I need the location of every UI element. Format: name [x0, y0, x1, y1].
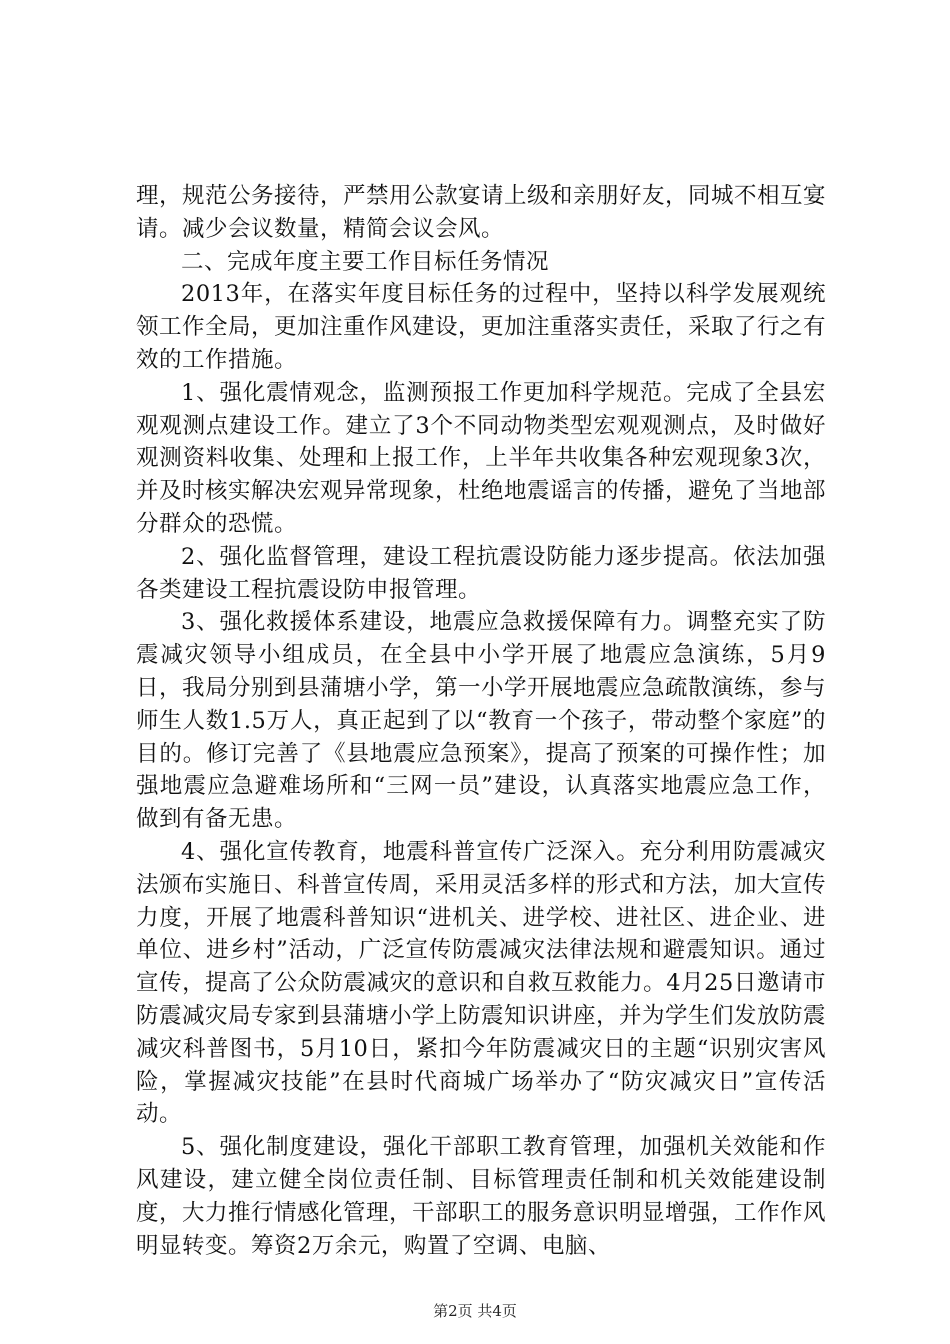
page-footer: 第2页 共4页	[433, 1302, 517, 1320]
document-body	[136, 180, 826, 1262]
body-paragraph: 2、强化监督管理，建设工程抗震设防能力逐步提高。依法加强各类建设工程抗震设防申报管理。	[136, 543, 826, 603]
body-paragraph: 2013年，在落实年度目标任务的过程中，坚持以科学发展观统领工作全局，更加注重作风建设，更加注重落实责任，采取了行之有效的工作措施。	[136, 281, 827, 373]
body-paragraph: 3、强化救援体系建设，地震应急救援保障有力。调整充实了防震减灾领导小组成员，在全县中小学开展了地震应急演练，5月9日，我局分别到县蒲塘小学，第一小学开展地震应急疏散演练，参与师生人数1.5万人，真正起到了以“教育一个孩子，带动整个家庭”的目的。修订完善了《县地震应急预案》，提高了预案的可操作性；加强地震应急避难场所和“三网一员”建设，认真落实地震应急工作，做到有备无患。	[136, 609, 827, 833]
body-paragraph: 5、强化制度建设，强化干部职工教育管理，加强机关效能和作风建设，建立健全岗位责任制、目标管理责任制和机关效能建设制度，大力推行情感化管理，干部职工的服务意识明显增强，工作作风明显转变。筹资2万余元，购置了空调、电脑、	[136, 1134, 827, 1259]
body-paragraph: 4、强化宣传教育，地震科普宣传广泛深入。充分利用防震减灾法颁布实施日、科普宣传周，采用灵活多样的形式和方法，加大宣传力度，开展了地震科普知识“进机关、进学校、进社区、进企业、进单位、进乡村”活动，广泛宣传防震减灾法律法规和避震知识。通过宣传，提高了公众防震减灾的意识和自救互救能力。4月25日邀请市防震减灾局专家到县蒲塘小学上防震知识讲座，并为学生们发放防震减灾科普图书，5月10日，紧扣今年防震减灾日的主题“识别灾害风险，掌握减灾技能”在县时代商城广场举办了“防灾减灾日”宣传活动。	[136, 838, 827, 1128]
body-paragraph: 1、强化震情观念，监测预报工作更加科学规范。完成了全县宏观观测点建设工作。建立了3个不同动物类型宏观观测点，及时做好观测资料收集、处理和上报工作，上半年共收集各种宏观现象3次，并及时核实解决宏观异常现象，杜绝地震谣言的传播，避免了当地部分群众的恐慌。	[136, 379, 827, 537]
section-heading: 二、完成年度主要工作目标任务情况	[181, 248, 550, 275]
body-paragraph: 理，规范公务接待，严禁用公款宴请上级和亲朋好友，同城不相互宴请。减少会议数量，精简会议会风。	[136, 183, 827, 242]
